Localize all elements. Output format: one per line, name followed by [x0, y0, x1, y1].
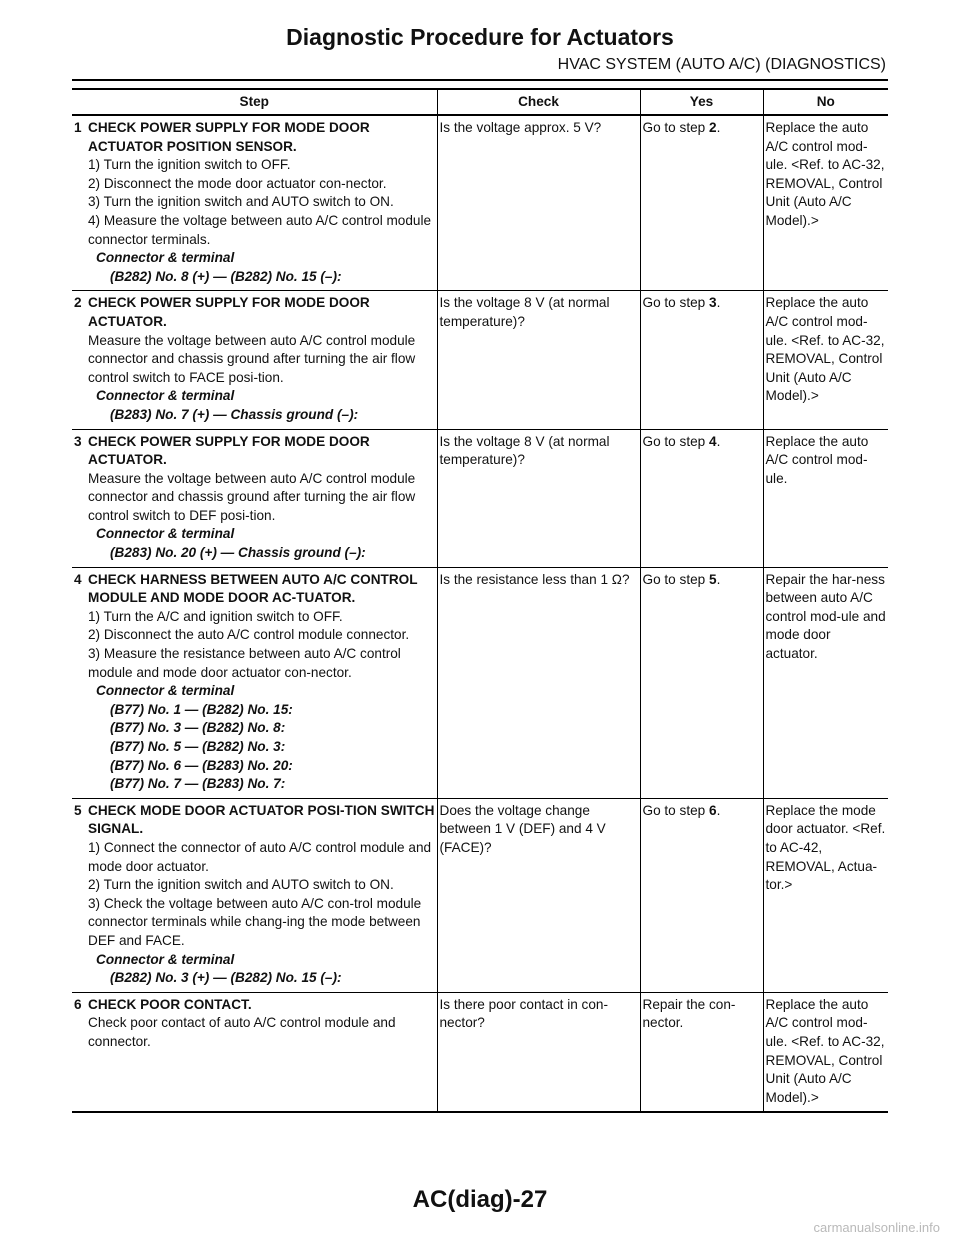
yes-cell — [640, 291, 763, 429]
step-heading: CHECK MODE DOOR ACTUATOR POSI-TION SWITCH SIGNAL. — [88, 802, 435, 837]
instruction-line: 3) Turn the ignition switch and AUTO switch to ON. — [88, 194, 394, 210]
instruction-line: 3) Check the voltage between auto A/C con-trol module connector terminals while chang-ing the mode between DEF and FACE. — [88, 895, 422, 948]
yes-text: Go to step — [642, 802, 709, 818]
instruction-line: Measure the voltage between auto A/C control module connector and chassis ground after turning the air flow control switch to FACE posi-tion. — [88, 332, 416, 385]
yes-text-end: . — [716, 571, 721, 587]
connector-terminal-spec: (B282) No. 8 (+) — (B282) No. 15 (–): — [110, 268, 342, 284]
page-title: Diagnostic Procedure for Actuators — [286, 24, 674, 50]
table-row — [72, 992, 888, 1112]
step-content — [74, 294, 435, 424]
header-rule — [72, 79, 888, 81]
table-row — [72, 429, 888, 567]
yes-step-number: 5 — [709, 571, 717, 587]
no-cell: Replace the mode door actuator. <Ref. to AC-42, REMOVAL, Actua-tor.> — [763, 798, 888, 992]
step-content — [74, 119, 435, 286]
step-number: 4 — [74, 571, 82, 587]
connector-terminal-spec: (B282) No. 3 (+) — (B282) No. 15 (–): — [110, 970, 342, 986]
connector-terminal-spec: (B77) No. 6 — (B283) No. 20: — [110, 757, 293, 773]
step-content — [74, 802, 435, 988]
step-number: 1 — [74, 120, 82, 135]
yes-cell — [640, 992, 763, 1112]
step-cell — [72, 992, 437, 1112]
header-no: No — [763, 89, 888, 115]
step-heading: CHECK POWER SUPPLY FOR MODE DOOR ACTUATOR. — [88, 295, 370, 329]
yes-cell — [640, 429, 763, 567]
yes-cell — [640, 798, 763, 992]
yes-text: Go to step — [642, 571, 709, 587]
yes-step-number: 6 — [709, 802, 717, 818]
connector-terminal-label: Connector & terminal — [96, 683, 235, 699]
header-yes: Yes — [640, 89, 763, 115]
check-cell: Is the resistance less than 1 Ω? — [437, 567, 640, 798]
step-cell — [72, 115, 437, 291]
no-cell: Replace the auto A/C control mod-ule. — [763, 429, 888, 567]
connector-terminal-spec: (B283) No. 20 (+) — Chassis ground (–): — [110, 545, 366, 561]
no-cell: Repair the har-ness between auto A/C control mod-ule and mode door actuator. — [763, 567, 888, 798]
step-number: 2 — [74, 295, 82, 311]
instruction-line: 4) Measure the voltage between auto A/C control module connector terminals. — [88, 212, 432, 247]
instruction-line: Measure the voltage between auto A/C control module connector and chassis ground after turning the air flow control switch to DEF posi-tion. — [88, 470, 416, 523]
step-content — [74, 571, 435, 794]
step-instructions — [88, 802, 435, 988]
connector-terminal-label: Connector & terminal — [96, 250, 235, 266]
step-cell — [72, 291, 437, 429]
header-check: Check — [437, 89, 640, 115]
yes-step-number: 3 — [709, 295, 717, 311]
step-instructions — [88, 294, 435, 424]
yes-text: Go to step — [642, 295, 709, 311]
instruction-line: 1) Connect the connector of auto A/C control module and mode door actuator. — [88, 839, 432, 874]
step-cell — [72, 567, 437, 798]
table-row — [72, 291, 888, 429]
step-heading: CHECK POWER SUPPLY FOR MODE DOOR ACTUATOR POSITION SENSOR. — [88, 120, 370, 154]
step-instructions — [88, 119, 435, 286]
connector-terminal-label: Connector & terminal — [96, 388, 235, 404]
step-instructions — [88, 571, 435, 794]
yes-cell — [640, 115, 763, 291]
check-cell: Is the voltage 8 V (at normal temperature)? — [437, 291, 640, 429]
instruction-line: 1) Turn the A/C and ignition switch to OFF. — [88, 608, 343, 624]
header-step: Step — [72, 89, 437, 115]
check-cell: Is the voltage 8 V (at normal temperature)? — [437, 429, 640, 567]
step-number: 3 — [74, 433, 82, 449]
check-cell: Does the voltage change between 1 V (DEF) and 4 V (FACE)? — [437, 798, 640, 992]
instruction-line: 2) Disconnect the mode door actuator con-nector. — [88, 175, 387, 191]
connector-terminal-label: Connector & terminal — [96, 951, 235, 967]
step-content — [74, 433, 435, 563]
yes-text: Repair the con-nector. — [642, 996, 736, 1031]
connector-terminal-spec: (B283) No. 7 (+) — Chassis ground (–): — [110, 406, 359, 422]
yes-step-number: 2 — [709, 120, 717, 135]
no-cell: Replace the auto A/C control mod-ule. <Ref. to AC-32, REMOVAL, Control Unit (Auto A/C Model).> — [763, 992, 888, 1112]
no-cell: Replace the auto A/C control mod-ule. <Ref. to AC-32, REMOVAL, Control Unit (Auto A/C Model).> — [763, 115, 888, 291]
yes-cell — [640, 567, 763, 798]
yes-text: Go to step — [642, 433, 709, 449]
step-heading: CHECK POWER SUPPLY FOR MODE DOOR ACTUATOR. — [88, 433, 370, 468]
section-subtitle: HVAC SYSTEM (AUTO A/C) (DIAGNOSTICS) — [557, 56, 886, 73]
yes-text-end: . — [716, 295, 721, 311]
no-cell: Replace the auto A/C control mod-ule. <Ref. to AC-32, REMOVAL, Control Unit (Auto A/C Model).> — [763, 291, 888, 429]
step-instructions — [88, 433, 435, 563]
connector-terminal-spec: (B77) No. 3 — (B282) No. 8: — [110, 720, 286, 736]
check-cell: Is there poor contact in con-nector? — [437, 992, 640, 1112]
step-heading: CHECK POOR CONTACT. — [88, 996, 252, 1012]
connector-terminal-spec: (B77) No. 5 — (B282) No. 3: — [110, 739, 286, 754]
table-header-row — [72, 89, 888, 115]
connector-terminal-spec: (B77) No. 7 — (B283) No. 7: — [110, 776, 286, 792]
table-row — [72, 798, 888, 992]
yes-text-end: . — [716, 802, 721, 818]
yes-text-end: . — [716, 120, 721, 135]
step-cell — [72, 798, 437, 992]
yes-step-number: 4 — [709, 433, 717, 449]
step-instructions — [88, 996, 435, 1052]
watermark: carmanualsonline.info — [813, 1220, 940, 1235]
page-number: AC(diag)-27 — [412, 1186, 548, 1213]
step-heading: CHECK HARNESS BETWEEN AUTO A/C CONTROL MODULE AND MODE DOOR AC-TUATOR. — [88, 571, 418, 606]
instruction-line: 2) Disconnect the auto A/C control module connector. — [88, 627, 410, 643]
table-row — [72, 567, 888, 798]
step-number: 5 — [74, 802, 82, 818]
connector-terminal-label: Connector & terminal — [96, 526, 235, 542]
instruction-line: 2) Turn the ignition switch and AUTO switch to ON. — [88, 877, 394, 893]
instruction-line: 1) Turn the ignition switch to OFF. — [88, 157, 291, 173]
check-cell: Is the voltage approx. 5 V? — [437, 115, 640, 291]
instruction-line: Check poor contact of auto A/C control module and connector. — [88, 1015, 396, 1049]
table-row — [72, 115, 888, 291]
connector-terminal-spec: (B77) No. 1 — (B282) No. 15: — [110, 701, 293, 717]
instruction-line: 3) Measure the resistance between auto A/C control module and mode door actuator con-nector. — [88, 646, 401, 680]
yes-text-end: . — [716, 433, 721, 449]
step-cell — [72, 429, 437, 567]
step-number: 6 — [74, 996, 82, 1012]
yes-text: Go to step — [642, 120, 709, 135]
diagnostic-table — [72, 88, 888, 1113]
step-content — [74, 996, 435, 1052]
